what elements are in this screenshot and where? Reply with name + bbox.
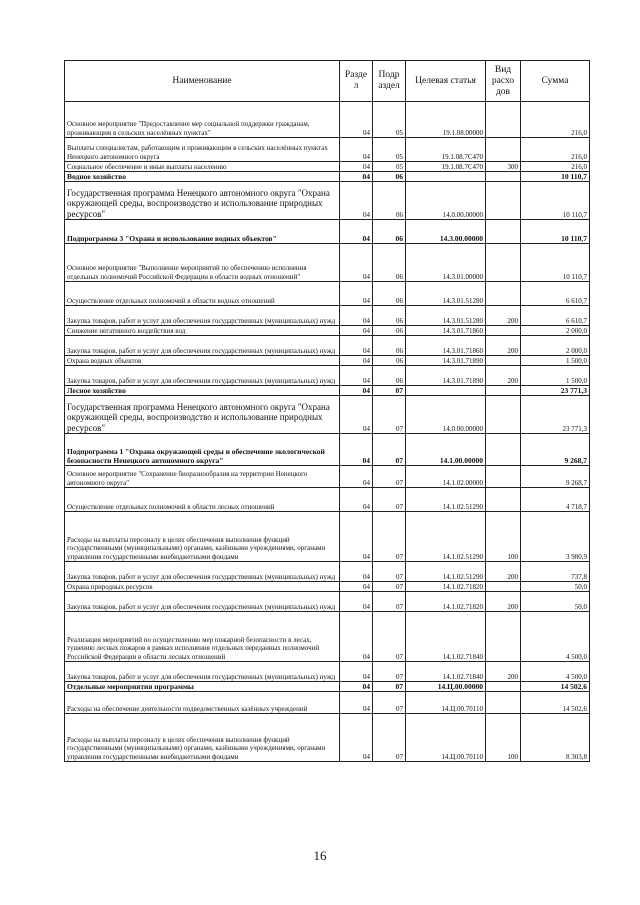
row-podrazdel: 07 [373, 434, 406, 466]
row-razdel: 04 [340, 386, 373, 396]
row-razdel: 04 [340, 172, 373, 182]
row-sum: 23 771,3 [521, 396, 590, 434]
row-podrazdel: 06 [373, 220, 406, 244]
table-row [65, 512, 590, 562]
row-target: 14.3.01.00000 [406, 244, 486, 282]
row-razdel: 04 [340, 138, 373, 162]
row-sum: 216,0 [521, 138, 590, 162]
table-row [65, 434, 590, 466]
page-number: 16 [313, 848, 327, 863]
row-podrazdel: 06 [373, 282, 406, 306]
table-row [65, 662, 590, 682]
table-row [65, 562, 590, 582]
row-podrazdel: 05 [373, 102, 406, 138]
row-razdel: 04 [340, 714, 373, 762]
row-target: 19.1.08.7С470 [406, 138, 486, 162]
header-sum: Сумма [521, 61, 590, 102]
row-target: 14.3.00.00000 [406, 220, 486, 244]
row-razdel: 04 [340, 582, 373, 592]
row-sum: 10 110,7 [521, 244, 590, 282]
row-name: Охрана природных ресурсов [65, 582, 340, 592]
row-target: 14.3.01.51280 [406, 282, 486, 306]
header-vid: Вид расхо дов [486, 61, 521, 102]
row-name: Отдельные мероприятия программы [65, 682, 340, 692]
row-vid: 200 [486, 562, 521, 582]
row-razdel: 04 [340, 488, 373, 512]
table-row [65, 582, 590, 592]
row-podrazdel: 07 [373, 692, 406, 714]
row-podrazdel: 06 [373, 336, 406, 356]
row-target: 14.1.02.00000 [406, 466, 486, 488]
row-podrazdel: 07 [373, 512, 406, 562]
row-vid [486, 172, 521, 182]
row-sum: 50,0 [521, 582, 590, 592]
row-name: Основное мероприятие "Выполнение мероприятий по обеспечению исполнения отдельных полномочий Российской Федерации в области водных отношений" [65, 244, 340, 282]
row-vid [486, 220, 521, 244]
row-razdel: 04 [340, 244, 373, 282]
row-vid [486, 282, 521, 306]
row-target: 14.3.01.71890 [406, 356, 486, 366]
row-sum: 1 500,0 [521, 356, 590, 366]
row-sum: 10 110,7 [521, 172, 590, 182]
row-name: Основное мероприятие "Сохранение биоразнообразия на территории Ненецкого автономного округа" [65, 466, 340, 488]
row-vid: 300 [486, 162, 521, 172]
row-name: Охрана водных объектов [65, 356, 340, 366]
row-name: Закупка товаров, работ и услуг для обеспечения государственных (муниципальных) нужд [65, 562, 340, 582]
row-sum: 2 000,0 [521, 326, 590, 336]
row-vid [486, 386, 521, 396]
row-target: 14.3.01.71890 [406, 366, 486, 386]
row-sum: 10 110,7 [521, 220, 590, 244]
row-target: 14.1.00.00000 [406, 434, 486, 466]
row-vid: 200 [486, 366, 521, 386]
row-vid: 100 [486, 512, 521, 562]
row-target: 14.1.02.71820 [406, 582, 486, 592]
table-row [65, 182, 590, 220]
row-podrazdel: 07 [373, 466, 406, 488]
row-podrazdel: 05 [373, 162, 406, 172]
row-razdel: 04 [340, 182, 373, 220]
row-vid [486, 138, 521, 162]
table-row [65, 592, 590, 612]
row-vid [486, 182, 521, 220]
row-sum: 10 110,7 [521, 182, 590, 220]
row-podrazdel: 07 [373, 592, 406, 612]
table-row [65, 386, 590, 396]
row-vid [486, 612, 521, 662]
row-razdel: 04 [340, 662, 373, 682]
row-razdel: 04 [340, 562, 373, 582]
row-target: 14.0.00.00000 [406, 182, 486, 220]
row-sum: 3 980,9 [521, 512, 590, 562]
row-target: 14.0.00.00000 [406, 396, 486, 434]
table-row [65, 220, 590, 244]
table-row [65, 172, 590, 182]
table-row [65, 714, 590, 762]
row-name: Выплаты специалистам, работающим и проживающим в сельских населённых пунктах Ненецкого автономного округа [65, 138, 340, 162]
row-podrazdel: 07 [373, 396, 406, 434]
row-podrazdel: 05 [373, 138, 406, 162]
row-name: Государственная программа Ненецкого автономного округа "Охрана окружающей среды, воспроизводство и использование природных ресурсов" [65, 396, 340, 434]
row-name: Водное хозяйство [65, 172, 340, 182]
row-vid [486, 396, 521, 434]
row-vid [486, 692, 521, 714]
table-row [65, 356, 590, 366]
table-row [65, 336, 590, 356]
row-podrazdel: 07 [373, 662, 406, 682]
row-razdel: 04 [340, 306, 373, 326]
row-name: Расходы на выплаты персоналу в целях обеспечения выполнения функций государственными (муниципальными) органами, казёнными учреждениями, органами управления государственными внебюджетными фондами [65, 512, 340, 562]
row-podrazdel: 06 [373, 366, 406, 386]
row-sum: 23 771,3 [521, 386, 590, 396]
row-name: Закупка товаров, работ и услуг для обеспечения государственных (муниципальных) нужд [65, 336, 340, 356]
row-target [406, 172, 486, 182]
row-vid [486, 326, 521, 336]
row-sum: 1 500,0 [521, 366, 590, 386]
row-podrazdel: 06 [373, 306, 406, 326]
row-podrazdel: 07 [373, 582, 406, 592]
row-name: Осуществление отдельных полномочий в области лесных отношений [65, 488, 340, 512]
row-name: Социальное обеспечение и иные выплаты населению [65, 162, 340, 172]
row-vid [486, 682, 521, 692]
row-podrazdel: 07 [373, 562, 406, 582]
row-razdel: 04 [340, 356, 373, 366]
header-razdel: Разде л [340, 61, 373, 102]
row-vid: 200 [486, 592, 521, 612]
row-razdel: 04 [340, 326, 373, 336]
row-podrazdel: 07 [373, 386, 406, 396]
row-name: Реализация мероприятий по осуществлению мер пожарной безопасности в лесах, тушению лесных пожаров в рамках исполнения отдельных переданных полномочий Российской Федерации в области лесных отношений [65, 612, 340, 662]
header-target: Целевая статья [406, 61, 486, 102]
row-target: 14.Ц.00.00000 [406, 682, 486, 692]
budget-table-sheet [64, 60, 589, 762]
table-row [65, 612, 590, 662]
row-sum: 4 718,7 [521, 488, 590, 512]
row-sum: 9 268,7 [521, 466, 590, 488]
row-name: Закупка товаров, работ и услуг для обеспечения государственных (муниципальных) нужд [65, 662, 340, 682]
row-razdel: 04 [340, 592, 373, 612]
row-target: 14.1.02.51290 [406, 562, 486, 582]
row-name: Снижение негативного воздействия вод [65, 326, 340, 336]
table-row [65, 102, 590, 138]
row-sum: 6 610,7 [521, 282, 590, 306]
row-target: 14.Ц.00.70110 [406, 714, 486, 762]
row-name: Закупка товаров, работ и услуг для обеспечения государственных (муниципальных) нужд [65, 366, 340, 386]
table-row [65, 488, 590, 512]
row-sum: 14 502,6 [521, 692, 590, 714]
header-name: Наименование [65, 61, 340, 102]
table-row [65, 138, 590, 162]
row-vid [486, 244, 521, 282]
row-name: Подпрограмма 3 "Охрана и использование водных объектов" [65, 220, 340, 244]
row-podrazdel: 06 [373, 244, 406, 282]
row-target: 14.3.01.71860 [406, 326, 486, 336]
row-razdel: 04 [340, 682, 373, 692]
row-podrazdel: 07 [373, 714, 406, 762]
row-sum: 14 502,6 [521, 682, 590, 692]
table-row [65, 692, 590, 714]
row-name: Осуществление отдельных полномочий в области водных отношений [65, 282, 340, 306]
row-target: 14.1.02.71840 [406, 662, 486, 682]
row-podrazdel: 07 [373, 682, 406, 692]
row-target: 19.1.08.7С470 [406, 162, 486, 172]
row-podrazdel: 07 [373, 612, 406, 662]
row-razdel: 04 [340, 282, 373, 306]
row-podrazdel: 06 [373, 182, 406, 220]
row-vid [486, 434, 521, 466]
table-row [65, 282, 590, 306]
row-podrazdel: 07 [373, 488, 406, 512]
row-razdel: 04 [340, 220, 373, 244]
table-header-row [65, 61, 590, 102]
row-razdel: 04 [340, 396, 373, 434]
row-podrazdel: 06 [373, 356, 406, 366]
row-sum: 216,0 [521, 162, 590, 172]
row-name: Подпрограмма 1 "Охрана окружающей среды и обеспечение экологической безопасности Ненецкого автономного округа" [65, 434, 340, 466]
row-name: Закупка товаров, работ и услуг для обеспечения государственных (муниципальных) нужд [65, 592, 340, 612]
row-sum: 6 610,7 [521, 306, 590, 326]
row-razdel: 04 [340, 102, 373, 138]
row-target [406, 386, 486, 396]
row-podrazdel: 06 [373, 172, 406, 182]
row-razdel: 04 [340, 336, 373, 356]
table-row [65, 306, 590, 326]
row-vid: 100 [486, 714, 521, 762]
table-row [65, 326, 590, 336]
row-sum: 9 268,7 [521, 434, 590, 466]
row-sum: 216,0 [521, 102, 590, 138]
row-target: 14.1.02.71840 [406, 612, 486, 662]
row-name: Закупка товаров, работ и услуг для обеспечения государственных (муниципальных) нужд [65, 306, 340, 326]
row-name: Основное мероприятие "Предоставление мер социальной поддержки гражданам, проживающим в сельских населённых пунктах" [65, 102, 340, 138]
row-target: 14.1.02.71820 [406, 592, 486, 612]
table-row [65, 466, 590, 488]
row-vid [486, 356, 521, 366]
row-vid: 200 [486, 336, 521, 356]
row-sum: 4 500,0 [521, 662, 590, 682]
row-sum: 737,8 [521, 562, 590, 582]
table-row [65, 244, 590, 282]
row-vid [486, 582, 521, 592]
row-target: 14.Ц.00.70110 [406, 692, 486, 714]
budget-table [64, 60, 590, 762]
row-razdel: 04 [340, 612, 373, 662]
row-target: 14.1.02.51290 [406, 488, 486, 512]
row-target: 14.1.02.51290 [406, 512, 486, 562]
row-razdel: 04 [340, 692, 373, 714]
row-name: Государственная программа Ненецкого автономного округа "Охрана окружающей среды, воспроизводство и использование природных ресурсов" [65, 182, 340, 220]
table-row [65, 682, 590, 692]
row-target: 14.3.01.51280 [406, 306, 486, 326]
row-target: 14.3.01.71860 [406, 336, 486, 356]
row-razdel: 04 [340, 434, 373, 466]
row-sum: 50,0 [521, 592, 590, 612]
row-razdel: 04 [340, 466, 373, 488]
row-vid [486, 466, 521, 488]
row-sum: 8 303,8 [521, 714, 590, 762]
row-podrazdel: 06 [373, 326, 406, 336]
row-vid [486, 102, 521, 138]
row-razdel: 04 [340, 512, 373, 562]
row-name: Расходы на обеспечение деятельности подведомственных казённых учреждений [65, 692, 340, 714]
row-razdel: 04 [340, 162, 373, 172]
row-name: Лесное хозяйство [65, 386, 340, 396]
table-row [65, 396, 590, 434]
table-body [65, 102, 590, 762]
row-sum: 2 000,0 [521, 336, 590, 356]
row-razdel: 04 [340, 366, 373, 386]
row-vid [486, 488, 521, 512]
row-sum: 4 500,0 [521, 612, 590, 662]
header-podrazdel: Подр аздел [373, 61, 406, 102]
table-row [65, 162, 590, 172]
row-name: Расходы на выплаты персоналу в целях обеспечения выполнения функций государственными (муниципальными) органами, казёнными учреждениями, органами управления государственными внебюджетными фондами [65, 714, 340, 762]
row-vid: 200 [486, 306, 521, 326]
table-row [65, 366, 590, 386]
row-target: 19.1.08.00000 [406, 102, 486, 138]
row-vid: 200 [486, 662, 521, 682]
